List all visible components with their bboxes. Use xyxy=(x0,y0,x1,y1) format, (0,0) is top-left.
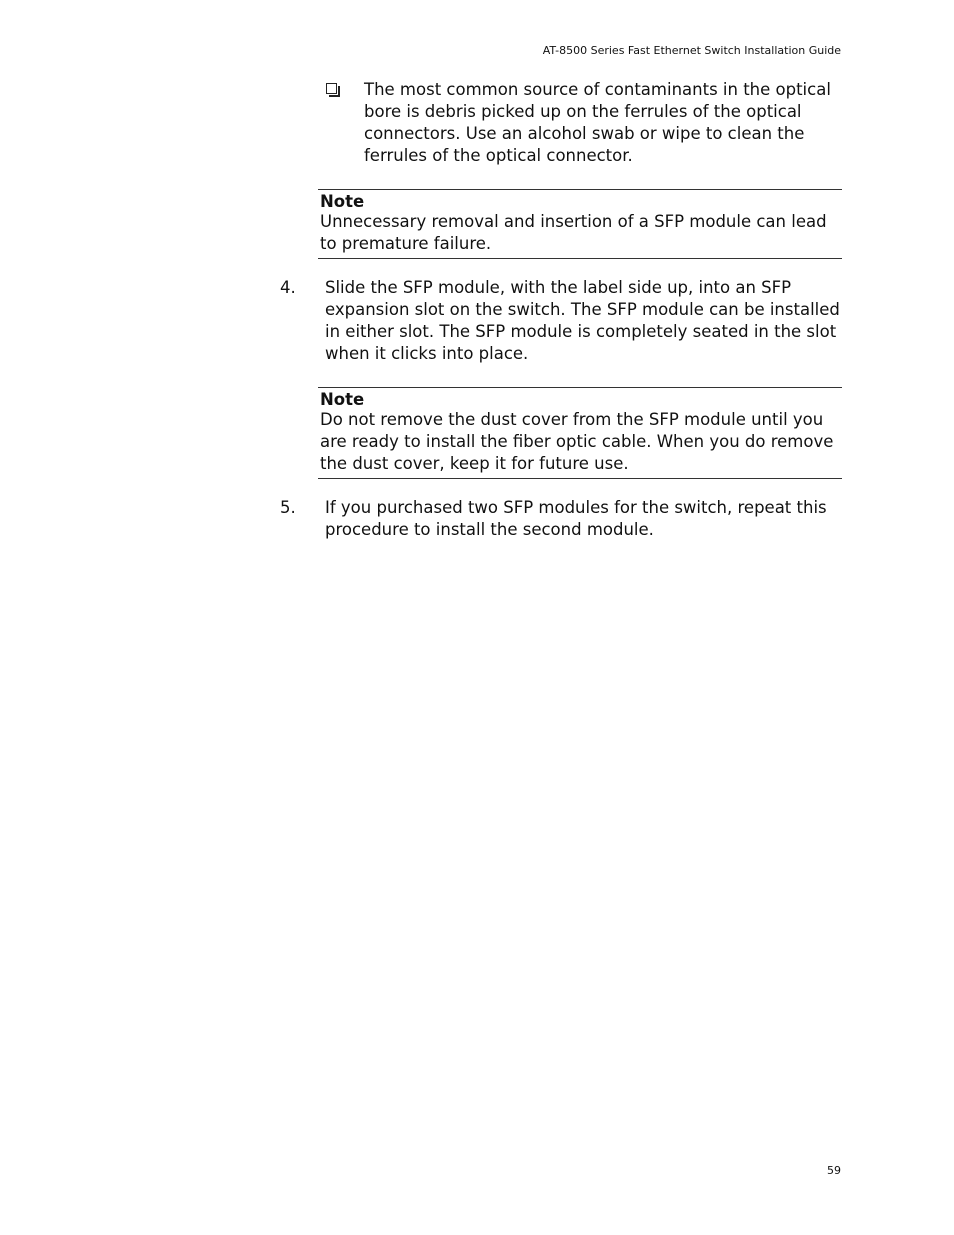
procedure-step xyxy=(280,497,842,541)
note-text: Unnecessary removal and insertion of a SFP module can lead to premature failure. xyxy=(320,212,827,253)
note-box xyxy=(318,387,842,479)
note-text: Do not remove the dust cover from the SFP module until you are ready to install the fiber optic cable. When you do remove the dust cover, keep it for future use. xyxy=(320,410,834,473)
page-number: 59 xyxy=(827,1164,841,1177)
checklist-item-text: The most common source of contaminants in the optical bore is debris picked up on the ferrules of the optical connectors. Use an alcohol swab or wipe to clean the ferrules of the optical connector. xyxy=(364,80,831,165)
note-title: Note xyxy=(320,390,365,409)
checklist-item xyxy=(322,79,842,167)
note-box xyxy=(318,189,842,259)
step-text: If you purchased two SFP modules for the switch, repeat this procedure to install the second module. xyxy=(325,498,827,539)
step-number: 5. xyxy=(280,498,296,517)
step-number: 4. xyxy=(280,278,296,297)
checkbox-bullet-icon xyxy=(326,83,337,94)
procedure-step xyxy=(280,277,842,365)
note-title: Note xyxy=(320,192,365,211)
running-header: AT-8500 Series Fast Ethernet Switch Installation Guide xyxy=(542,44,841,57)
step-text: Slide the SFP module, with the label side up, into an SFP expansion slot on the switch. The SFP module can be installed in either slot. The SFP module is completely seated in the slot when it clicks into place. xyxy=(325,278,840,363)
